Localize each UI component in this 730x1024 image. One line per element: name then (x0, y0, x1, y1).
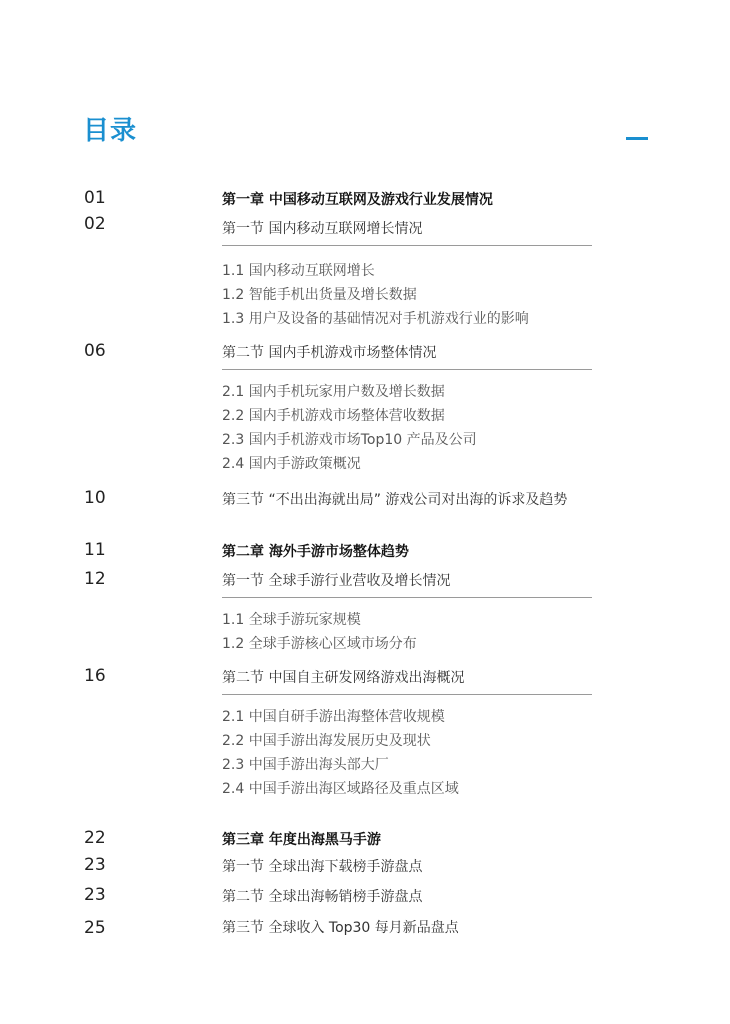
section-title[interactable]: 第二节 全球出海畅销榜手游盘点 (222, 889, 423, 905)
section-page-number: 02 (84, 214, 106, 234)
section-title[interactable]: 第一节 全球手游行业营收及增长情况 (222, 573, 451, 589)
subsection-item[interactable]: 1.3 用户及设备的基础情况对手机游戏行业的影响 (222, 311, 529, 327)
section-divider (222, 245, 592, 246)
chapter-page-number: 11 (84, 540, 106, 560)
section-title[interactable]: 第二节 国内手机游戏市场整体情况 (222, 345, 437, 361)
section-divider (222, 369, 592, 370)
chapter-title[interactable]: 第一章 中国移动互联网及游戏行业发展情况 (222, 192, 493, 208)
subsection-item[interactable]: 1.2 智能手机出货量及增长数据 (222, 287, 417, 303)
section-page-number: 25 (84, 918, 106, 938)
section-title[interactable]: 第三节 “不出出海就出局” 游戏公司对出海的诉求及趋势 (222, 492, 568, 508)
section-page-number: 06 (84, 341, 106, 361)
section-title[interactable]: 第一节 全球出海下载榜手游盘点 (222, 859, 423, 875)
section-page-number: 23 (84, 885, 106, 905)
section-divider (222, 597, 592, 598)
page-title: 目录 (83, 116, 138, 146)
section-title[interactable]: 第一节 国内移动互联网增长情况 (222, 221, 423, 237)
section-divider (222, 694, 592, 695)
section-title[interactable]: 第三节 全球收入 Top30 每月新品盘点 (222, 920, 459, 936)
subsection-item[interactable]: 2.1 中国自研手游出海整体营收规模 (222, 709, 445, 725)
chapter-page-number: 22 (84, 828, 106, 848)
subsection-item[interactable]: 2.3 国内手机游戏市场Top10 产品及公司 (222, 432, 477, 448)
section-page-number: 16 (84, 666, 106, 686)
section-page-number: 23 (84, 855, 106, 875)
chapter-page-number: 01 (84, 188, 106, 208)
subsection-item[interactable]: 2.2 中国手游出海发展历史及现状 (222, 733, 431, 749)
subsection-item[interactable]: 2.4 国内手游政策概况 (222, 456, 361, 472)
subsection-item[interactable]: 2.4 中国手游出海区域路径及重点区域 (222, 781, 459, 797)
subsection-item[interactable]: 1.2 全球手游核心区域市场分布 (222, 636, 417, 652)
chapter-title[interactable]: 第二章 海外手游市场整体趋势 (222, 544, 409, 560)
subsection-item[interactable]: 1.1 全球手游玩家规模 (222, 612, 361, 628)
subsection-item[interactable]: 2.2 国内手机游戏市场整体营收数据 (222, 408, 445, 424)
subsection-item[interactable]: 2.3 中国手游出海头部大厂 (222, 757, 389, 773)
section-title[interactable]: 第二节 中国自主研发网络游戏出海概况 (222, 670, 465, 686)
subsection-item[interactable]: 1.1 国内移动互联网增长 (222, 263, 375, 279)
section-page-number: 10 (84, 488, 106, 508)
section-page-number: 12 (84, 569, 106, 589)
chapter-title[interactable]: 第三章 年度出海黑马手游 (222, 832, 381, 848)
subsection-item[interactable]: 2.1 国内手机玩家用户数及增长数据 (222, 384, 445, 400)
